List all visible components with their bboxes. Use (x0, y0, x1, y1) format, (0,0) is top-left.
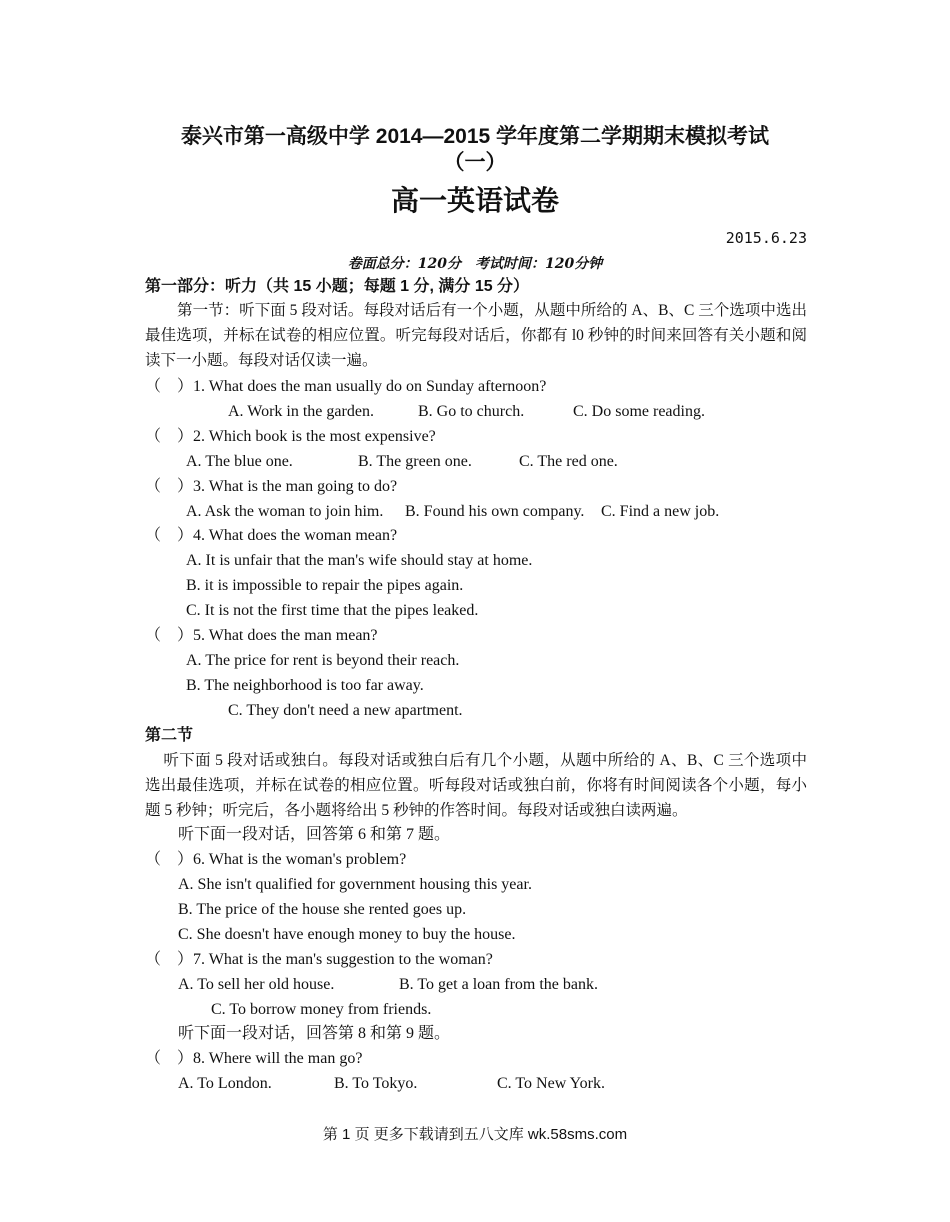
option-c: C. Find a new job. (601, 503, 720, 520)
option-b: B. To get a loan from the bank. (399, 976, 598, 993)
question-7 (145, 950, 493, 970)
answer-blank[interactable]: （ ） (145, 951, 194, 968)
option-b: B. Go to church. (418, 403, 525, 420)
question-text: 8. Where will the man go? (193, 1050, 363, 1067)
option-a: A. She isn't qualified for government housing this year. (178, 876, 532, 893)
option-c: C. To New York. (497, 1075, 605, 1092)
answer-blank[interactable]: （ ） (145, 428, 194, 445)
option-b: B. To Tokyo. (334, 1075, 418, 1092)
question-5 (145, 626, 378, 646)
answer-blank[interactable]: （ ） (145, 527, 194, 544)
option-c: C. They don't need a new apartment. (228, 702, 463, 719)
option-c: C. Do some reading. (573, 403, 705, 420)
exam-meta: 卷面总分：120分 考试时间：120分钟 (347, 256, 603, 272)
option-a: A. It is unfair that the man's wife should stay at home. (186, 552, 533, 569)
option-b: B. The price of the house she rented goes up. (178, 901, 467, 918)
section2-intro-text: 听下面 5 段对话或独白。每段对话或独白后有几个小题，从题中所给的 A、B、C 三个选项中选出最佳选项，并标在试卷的相应位置。听每段对话或独白前，你将有时间阅读各个小题，每小题 5 秒钟；听完后，各小题将给出 5 秒钟的作答时间。每段对话或独白读两遍。 (145, 752, 807, 819)
question-6 (145, 850, 406, 870)
question-text: 5. What does the man mean? (193, 627, 378, 644)
option-b: B. it is impossible to repair the pipes again. (186, 577, 464, 594)
page-footer: 第 1 页 更多下载请到五八文库 wk.58sms.com (322, 1126, 628, 1143)
answer-blank[interactable]: （ ） (145, 478, 194, 495)
option-a: A. Work in the garden. (228, 403, 374, 420)
question-3 (145, 477, 397, 497)
exam-title: 泰兴市第一高级中学 2014—2015 学年度第二学期期末模拟考试 (180, 125, 770, 148)
option-a: A. The blue one. (186, 453, 293, 470)
section1-intro (145, 298, 807, 373)
answer-blank[interactable]: （ ） (145, 627, 194, 644)
answer-blank[interactable]: （ ） (145, 1050, 194, 1067)
question-text: 2. Which book is the most expensive? (193, 428, 436, 445)
exam-title-number: （一） (443, 151, 507, 174)
option-c: C. She doesn't have enough money to buy the house. (178, 926, 516, 943)
dialog-6-7-instruction: 听下面一段对话，回答第 6 和第 7 题。 (178, 826, 451, 843)
option-c: C. The red one. (519, 453, 618, 470)
option-a: A. To London. (178, 1075, 272, 1092)
option-a: A. The price for rent is beyond their reach. (186, 652, 460, 669)
answer-blank[interactable]: （ ） (145, 378, 194, 395)
option-c: C. To borrow money from friends. (211, 1001, 432, 1018)
option-a: A. Ask the woman to join him. (186, 503, 384, 520)
question-2 (145, 427, 436, 447)
exam-date: 2015.6.23 (725, 229, 807, 247)
section1-intro-text: 第一节：听下面 5 段对话。每段对话后有一个小题，从题中所给的 A、B、C 三个选项中选出最佳选项，并标在试卷的相应位置。听完每段对话后，你都有 l0 秒钟的时间来回答有关小题和阅读下一小题。每段对话仅读一遍。 (145, 302, 807, 369)
section2-heading: 第二节 (145, 727, 194, 744)
option-b: B. Found his own company. (405, 503, 585, 520)
question-8 (145, 1049, 362, 1069)
question-text: 6. What is the woman's problem? (193, 851, 407, 868)
option-b: B. The neighborhood is too far away. (186, 677, 424, 694)
part1-heading: 第一部分：听力（共 15 小题；每题 1 分, 满分 15 分） (145, 278, 530, 295)
question-1 (145, 377, 546, 397)
dialog-8-9-instruction: 听下面一段对话，回答第 8 和第 9 题。 (178, 1025, 451, 1042)
question-text: 1. What does the man usually do on Sunday afternoon? (193, 378, 547, 395)
question-4 (145, 526, 397, 546)
question-text: 3. What is the man going to do? (193, 478, 398, 495)
question-text: 7. What is the man's suggestion to the woman? (193, 951, 493, 968)
exam-subtitle: 高一英语试卷 (390, 184, 559, 217)
option-b: B. The green one. (358, 453, 472, 470)
option-c: C. It is not the first time that the pipes leaked. (186, 602, 479, 619)
option-a: A. To sell her old house. (178, 976, 335, 993)
question-text: 4. What does the woman mean? (193, 527, 398, 544)
section2-intro (145, 748, 807, 823)
answer-blank[interactable]: （ ） (145, 851, 194, 868)
